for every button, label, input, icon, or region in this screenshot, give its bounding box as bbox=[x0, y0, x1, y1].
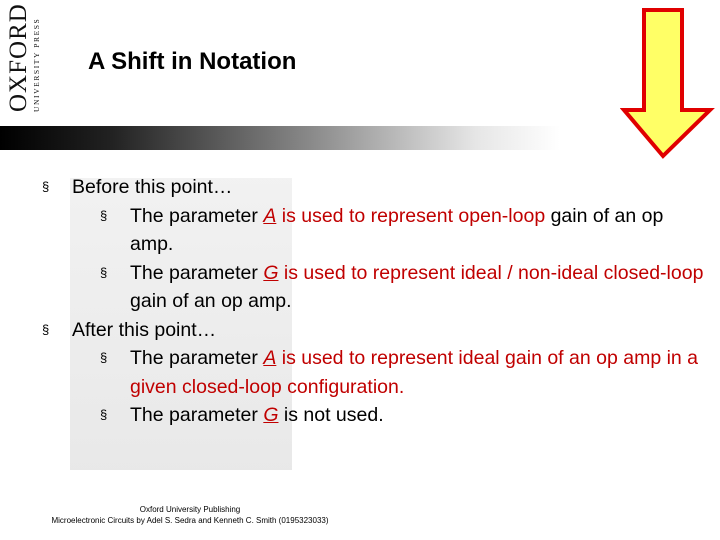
footer-publisher: Oxford University Publishing bbox=[139, 505, 241, 514]
bullet-text: The parameter bbox=[130, 347, 264, 369]
bullet-text: Before this point… bbox=[72, 176, 233, 198]
bullet-text: The parameter bbox=[130, 261, 264, 284]
bullet-marker: § bbox=[100, 350, 108, 365]
bullet-text: After this point… bbox=[72, 318, 217, 341]
bullet-red-text: is used to represent ideal gain of an op amp in a given closed-loop configuration. bbox=[130, 347, 699, 398]
bullet-red-text: is used to represent ideal / non-ideal closed-loop bbox=[278, 261, 704, 284]
logo-subtitle: UNIVERSITY PRESS bbox=[32, 17, 41, 112]
bullet-after bbox=[42, 316, 712, 345]
bullet-marker: § bbox=[100, 407, 108, 422]
variable-a: A bbox=[263, 347, 277, 369]
bullet-list bbox=[42, 173, 712, 430]
bullet-before bbox=[42, 173, 712, 202]
bullet-text: is not used. bbox=[278, 404, 384, 426]
bullet-text: gain of an op amp. bbox=[130, 290, 292, 312]
down-arrow-icon bbox=[620, 6, 716, 160]
variable-a: A bbox=[263, 204, 277, 227]
slide-title: A Shift in Notation bbox=[88, 48, 297, 75]
footer-citation: Microelectronic Circuits by Adel S. Sedra and Kenneth C. Smith (0195323033) bbox=[51, 516, 329, 525]
variable-g: G bbox=[263, 261, 279, 284]
bullet-text: The parameter bbox=[130, 404, 264, 426]
bullet-before-g bbox=[42, 259, 712, 316]
bullet-marker: § bbox=[42, 321, 50, 337]
bullet-red-text: is used to represent open-loop bbox=[276, 204, 546, 227]
title-divider-bar bbox=[0, 126, 560, 150]
bullet-text: The parameter bbox=[130, 204, 264, 227]
bullet-marker: § bbox=[42, 179, 50, 194]
variable-g: G bbox=[263, 404, 279, 426]
bullet-text: gain of an op amp. bbox=[130, 204, 664, 255]
bullet-after-a bbox=[42, 344, 712, 401]
bullet-marker: § bbox=[100, 207, 108, 223]
oxford-logo bbox=[5, 3, 46, 112]
bullet-marker: § bbox=[100, 264, 108, 280]
bullet-before-a bbox=[42, 202, 712, 259]
bullet-after-g bbox=[42, 401, 712, 430]
logo-name: OXFORD bbox=[5, 3, 32, 112]
down-arrow-shape bbox=[624, 10, 710, 156]
